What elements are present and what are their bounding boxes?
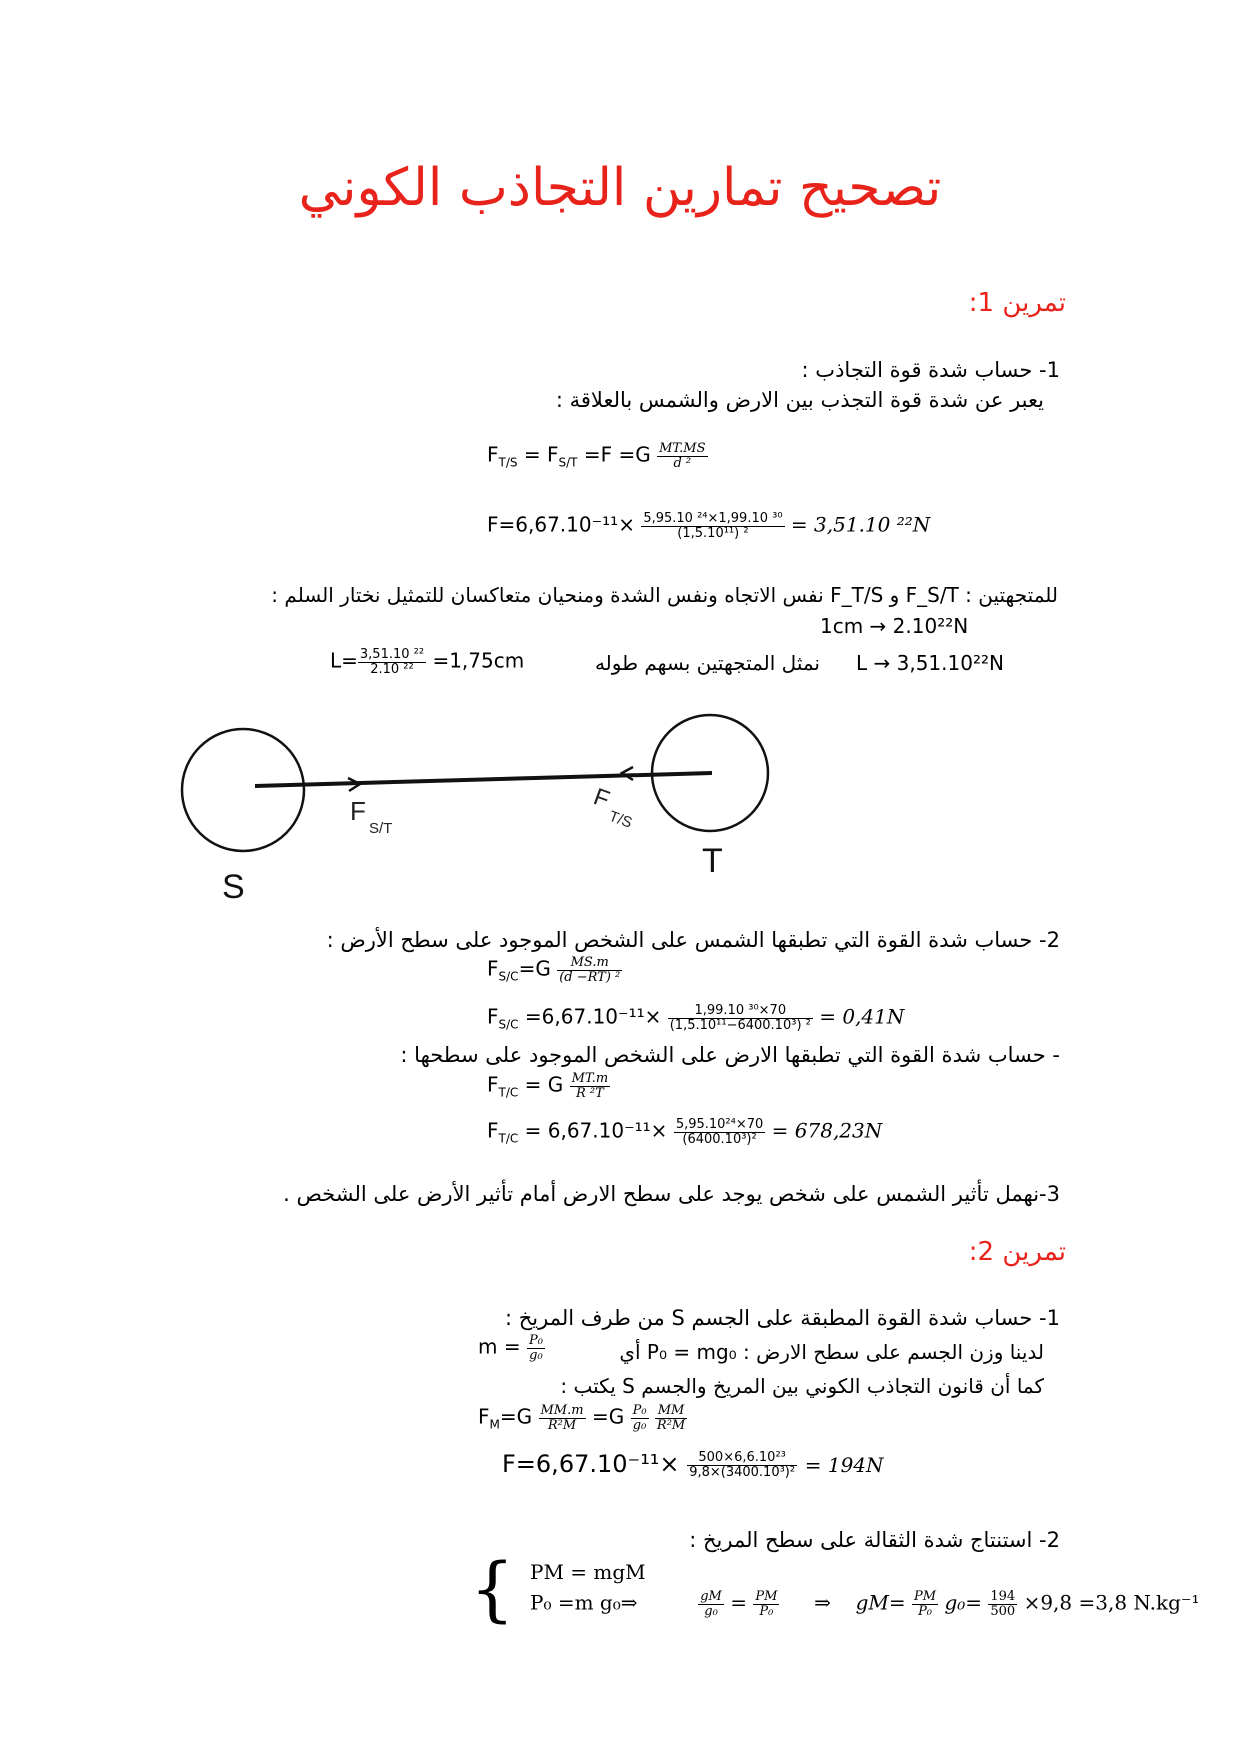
equation-ftc-value: $F_{T/C} = 6,67.10^{-11}\times$ $\frac{\text{5,95.10²⁴×70}}{\text{(6400.10³)²}}$ = 678,23N [487, 1117, 883, 1147]
system-line-2: P₀ =m g₀⇒ $\frac{gM}{\text{g₀}}$ = $\frac{PM}{\text{P₀}}$ ⇒ gM= $\frac{PM}{\text{P₀}}$ g₀= $\frac{194}{500}$ ×9,8 =3,8 N.kg⁻¹ [530, 1589, 1200, 1619]
ex1-q3: 3-نهمل تأثير الشمس على شخص يوجد على سطح الارض أمام تأثير الأرض على الشخص . [283, 1182, 1060, 1206]
label-f-t-s-sub: T/S [606, 807, 635, 832]
sun-circle [182, 729, 304, 851]
sun-earth-figure [150, 700, 800, 915]
ex1-scale-1cm: 1cm → 2.10²²N [820, 614, 969, 638]
sun-earth-line [255, 773, 712, 786]
equation-force-definition: $F_{T/S} = F_{S/T} =F =G$ $\frac{MT.MS}{\text{d ²}}$ [487, 441, 706, 471]
ex1-length-text: نمثل المتجهتين بسهم طوله [594, 651, 820, 675]
ex1-q1-title: 1- حساب شدة قوة التجاذب : [801, 358, 1060, 382]
equation-fsc-value: $F_{S/C} =6,67.10^{-11}\times$ $\frac{\text{1,99.10 ³⁰×70}}{\text{(1,5.10¹¹−6400.10³) ²}}$ = 0,41N [487, 1003, 905, 1033]
equation-mass: m = $\frac{\text{P₀}}{\text{g₀}}$ [478, 1333, 543, 1363]
system-brace: { [470, 1548, 515, 1630]
ex1-q2b-title: - حساب شدة القوة التي تطبقها الارض على الشخص الموجود على سطحها : [400, 1043, 1060, 1067]
ex1-length-scale: L → 3,51.10²²N [856, 651, 1004, 675]
exercise-2-heading: تمرين 2: [968, 1237, 1066, 1267]
ex2-q1-title: 1- حساب شدة القوة المطبقة على الجسم S من طرف المريخ : [505, 1306, 1060, 1330]
equation-fsc-definition: $F_{S/C}=G$ $\frac{MS.m}{\text{(d −RT) ²}}$ [487, 955, 621, 985]
ex1-scale-text: للمتجهتين : F_S/T و F_T/S نفس الاتجاه ونفس الشدة ومنحيان متعاكسان للتمثيل نختار السلم : [271, 583, 1058, 607]
equation-ftc-definition: $F_{T/C} = G$ $\frac{MT.m}{\text{R ²T}}$ [487, 1071, 609, 1101]
page-title: تصحيح تمارين التجاذب الكوني [298, 158, 942, 218]
system-line-1: PM = mgM [530, 1560, 646, 1584]
ex1-q1-intro: يعبر عن شدة قوة التجذب بين الارض والشمس بالعلاقة : [555, 388, 1044, 412]
ex2-q2-title: 2- استنتاج شدة الثقالة على سطح المريخ : [689, 1528, 1060, 1552]
ex2-weight-line: لدينا وزن الجسم على سطح الارض : P₀ = mg₀ أي [619, 1340, 1044, 1364]
equation-fm-definition: $F_M=G$ $\frac{MM.m}{\text{R²M}}$ =G $\frac{\text{P₀}}{\text{g₀}}$ $\frac{MM}{\text{R²M}}$ [478, 1403, 686, 1433]
label-earth: T [702, 842, 723, 880]
ex1-q2-title: 2- حساب شدة القوة التي تطبقها الشمس على الشخص الموجود على سطح الأرض : [326, 928, 1060, 952]
equation-fm-value: F=6,67.10⁻¹¹× $\frac{\text{500×6,6.10²³}}{\text{9,8×(3400.10³)²}}$ = 194N [502, 1449, 884, 1480]
exercise-1-heading: تمرين 1: [968, 288, 1066, 318]
ex2-law-line: كما أن قانون التجاذب الكوني بين المريخ والجسم S يكتب : [560, 1374, 1044, 1398]
label-f-s-t-sub: S/T [369, 820, 393, 837]
equation-length: L= $\frac{\text{3,51.10 ²²}}{\text{2.10 ²²}}$ =1,75cm [330, 647, 525, 677]
label-sun: S [222, 868, 245, 906]
label-f-s-t: F [350, 796, 366, 826]
label-f-t-s: F [589, 783, 613, 814]
equation-force-value: F=6,67.10⁻¹¹× $\frac{\text{5,95.10 ²⁴×1,99.10 ³⁰}}{\text{(1,5.10¹¹) ²}}$ = 3,51.10 ²²N [487, 511, 931, 541]
